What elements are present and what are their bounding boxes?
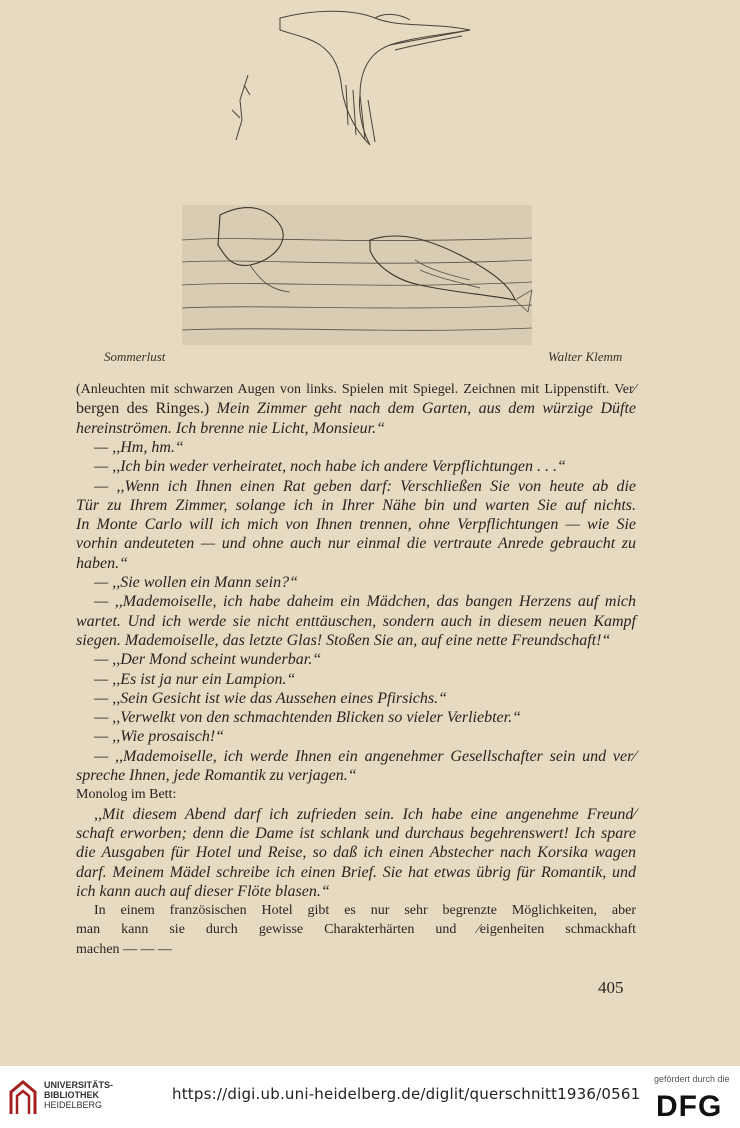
library-name-line2: BIBLIOTHEK [44,1090,99,1100]
text-span: — ,,Sie wollen ein Mann sein?“ [94,574,298,591]
text-span: (Anleuchten mit schwarzen Augen von links. Spielen mit Spiegel. Zeichnen mit Lippenstift. Ver⁄ [76,382,636,397]
text-span: Mein Zimmer geht nach dem Garten, aus dem würzige Düfte [216,400,637,417]
library-name-line1: UNIVERSITÄTS- [44,1080,114,1090]
text-span: — ,,Sein Gesicht ist wie das Aussehen eines Pfirsichs.“ [94,690,448,707]
text-span: — ,,Hm, hm.“ [94,439,184,456]
caption-artist: Walter Klemm [548,349,623,364]
text-line [76,534,636,556]
text-span: vorhin andeuteten — und ohne auch nur einmal die vertraute Anrede gebraucht zu [76,535,636,552]
text-span: — ,,Verwelkt von den schmachtenden Blicken so vieler Verliebter.“ [94,709,521,726]
caption-title: Sommerlust [104,349,166,364]
text-span: — ,,Wie prosaisch!“ [94,728,225,745]
text-line [76,457,636,479]
text-line [76,940,636,962]
text-span: ich kann auch auf dieser Flöte blasen.“ [76,883,330,900]
university-library-logo-icon [8,1080,38,1116]
fish-panel [182,205,532,345]
illustration-sommerlust [170,0,550,350]
text-line [76,727,636,749]
library-name [44,1080,113,1110]
text-line [76,592,636,614]
text-span: — ,,Mademoiselle, ich werde Ihnen ein angenehmer Gesellschafter sein und ver⁄ [94,748,636,765]
text-line [76,785,636,807]
text-span: hereinströmen. Ich brenne nie Licht, Monsieur.“ [76,420,385,437]
source-url-link[interactable]: https://digi.ub.uni-heidelberg.de/diglit/querschnitt1936/0561 [172,1085,641,1103]
text-line [76,399,636,421]
text-span: schaft erworben; denn die Dame ist schlank und durchaus begehrenswert! Ich spare [76,825,636,842]
text-span: — ,,Mademoiselle, ich habe daheim ein Mädchen, das bangen Herzens auf mich [94,593,636,610]
footer-bar [0,1066,740,1128]
text-span: man kann sie durch gewisse Charakterhärten und ⁄eigenheiten schmackhaft [76,922,636,937]
text-line [76,650,636,672]
text-span: — ,,Es ist ja nur ein Lampion.“ [94,671,296,688]
text-line [76,920,636,942]
text-span: spreche Ihnen, jede Romantik zu verjagen.“ [76,767,357,784]
funding-note: gefördert durch die [654,1074,730,1084]
text-span: In Monte Carlo will ich mich von Ihnen trennen, ohne Verpflichtungen — wie Sie [76,516,636,533]
text-span: In einem französischen Hotel gibt es nur sehr begrenzte Möglichkeiten, aber [94,903,636,918]
text-span: darf. Meinem Mädel schreibe ich einen Brief. Sie hat etwas übrig für Romantik, und [76,864,636,881]
library-name-line3: HEIDELBERG [44,1100,103,1110]
text-span: — ,,Wenn ich Ihnen einen Rat geben darf: Verschließen Sie von heute ab die [94,478,636,495]
text-span: wartet. Und ich werde sie nicht enttäuschen, sondern auch in diesem neuen Kampf [76,613,636,630]
text-span: — ,,Ich bin weder verheiratet, noch habe ich andere Verpflichtungen . . .“ [94,458,566,475]
text-span: Tür zu Ihrem Zimmer, solange ich in Ihrer Nähe bin und warten Sie auf nichts. [76,497,636,514]
bird-drawing [232,11,470,145]
page-number: 405 [598,978,624,997]
text-span: bergen des Ringes.) [76,400,217,417]
text-span: Monolog im Bett: [76,787,177,802]
text-span: — ,,Der Mond scheint wunderbar.“ [94,651,322,668]
text-span: die Ausgaben für Hotel und Reise, so daß ich einen Abstecher nach Korsika wagen [76,844,636,861]
text-span: siegen. Mademoiselle, das letzte Glas! Stoßen Sie an, auf eine nette Freundschaft!“ [76,632,611,649]
text-line [76,843,636,865]
text-span: haben.“ [76,555,128,572]
dfg-logo: DFG [656,1090,723,1123]
text-span: machen — — — [76,942,173,957]
text-span: ,,Mit diesem Abend darf ich zufrieden sein. Ich habe eine angenehme Freund⁄ [94,806,636,823]
